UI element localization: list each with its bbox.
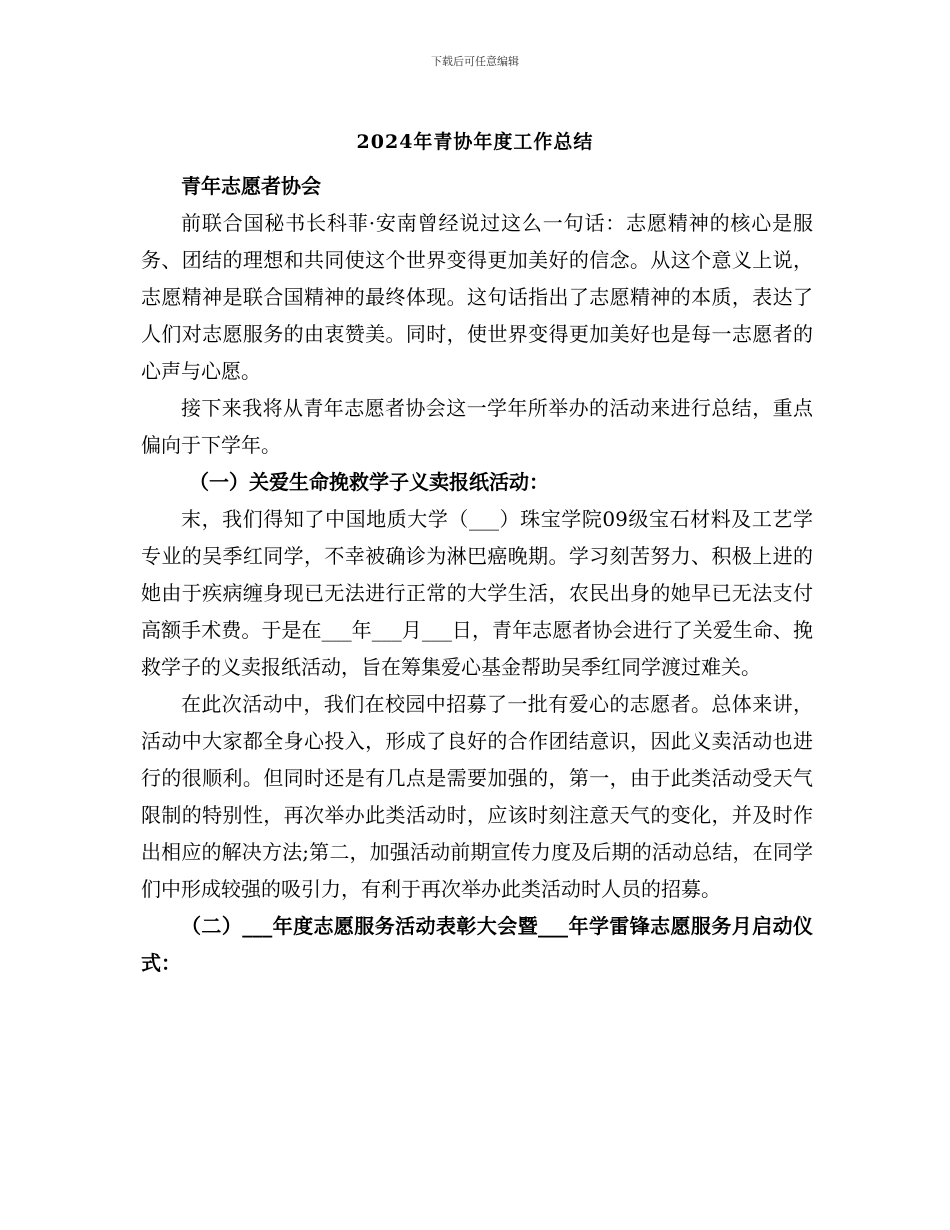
document-body [141,168,813,982]
intro-paragraph-2: 接下来我将从青年志愿者协会这一学年所举办的活动来进行总结，重点偏向于下学年。 [141,396,813,457]
organization-heading: 青年志愿者协会 [181,174,321,198]
page-header-note: 下载后可任意编辑 [431,55,519,68]
section-1-paragraph-2: 在此次活动中，我们在校园中招募了一批有爱心的志愿者。总体来讲，活动中大家都全身心投入，形成了良好的合作团结意识，因此义卖活动也进行的很顺利。但同时还是有几点是需要加强的，第一，由于此类活动受天气限制的特别性，再次举办此类活动时，应该时刻注意天气的变化，并及时作出相应的解决方法;第二，加强活动前期宣传力度及后期的活动总结，在同学们中形成较强的吸引力，有利于再次举办此类活动时人员的招募。 [141,692,813,901]
document-title: 2024年青协年度工作总结 [356,131,594,153]
section-1-paragraph-1: 末，我们得知了中国地质大学（___）珠宝学院09级宝石材料及工艺学专业的吴季红同学，不幸被确诊为淋巴癌晚期。学习刻苦努力、积极上进的她由于疾病缠身现已无法进行正常的大学生活，农民出身的她早已无法支付高额手术费。于是在___年___月___日，青年志愿者协会进行了关爱生命、挽救学子的义卖报纸活动，旨在筹集爱心基金帮助吴季红同学渡过难关。 [141,507,813,679]
section-2-heading: （二）___年度志愿服务活动表彰大会暨___年学雷锋志愿服务月启动仪式： [141,914,813,975]
intro-paragraph-1: 前联合国秘书长科菲·安南曾经说过这么一句话：志愿精神的核心是服务、团结的理想和共同使这个世界变得更加美好的信念。从这个意义上说，志愿精神是联合国精神的最终体现。这句话指出了志愿精神的本质，表达了人们对志愿服务的由衷赞美。同时，使世界变得更加美好也是每一志愿者的心声与心愿。 [141,211,813,383]
section-1-heading: （一）关爱生命挽救学子义卖报纸活动： [189,470,549,494]
